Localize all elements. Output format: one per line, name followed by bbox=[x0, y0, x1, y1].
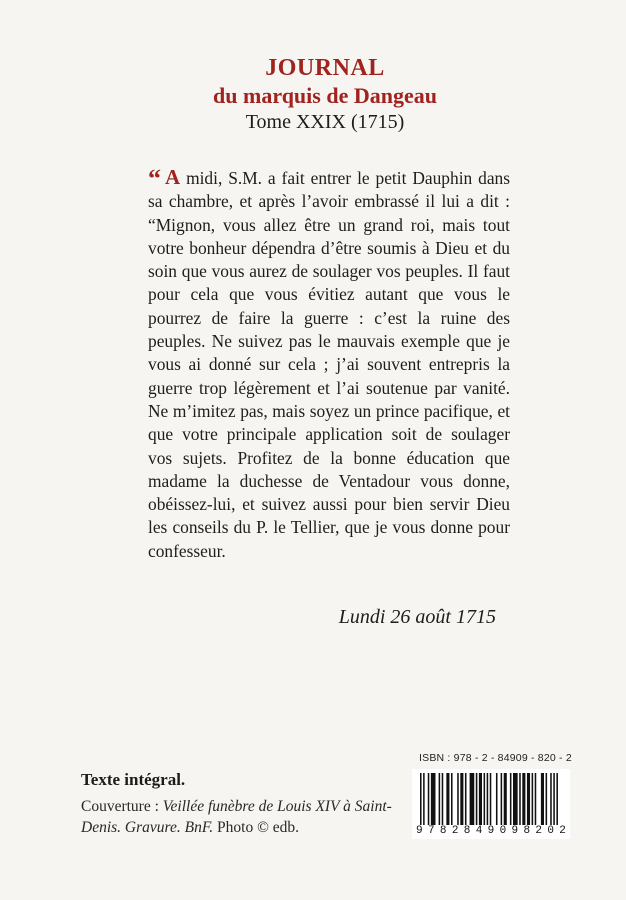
barcode-bar bbox=[423, 773, 425, 825]
book-title: JOURNAL bbox=[265, 55, 385, 81]
barcode-digit: 2 bbox=[535, 825, 542, 837]
barcode-bar bbox=[487, 773, 489, 825]
barcode-digits bbox=[412, 825, 570, 837]
barcode-bar bbox=[442, 773, 444, 825]
barcode-bar bbox=[465, 773, 467, 825]
barcode-digit: 8 bbox=[439, 825, 447, 837]
cover-credit bbox=[81, 796, 411, 838]
barcode-digit: 8 bbox=[523, 825, 531, 837]
barcode-bar bbox=[470, 773, 475, 825]
quote-date: Lundi 26 août 1715 bbox=[338, 606, 496, 628]
barcode-digit: 0 bbox=[547, 825, 554, 837]
barcode-bar bbox=[428, 773, 430, 825]
quote-text: midi, S.M. a fait entrer le petit Dauphin dans sa chambre, et après l’avoir embrassé il lui a dit : “Mignon, vous allez être un grand roi, mais tout votre bonheur dépendra d’être soumis à Dieu et du soin que vous aurez de soulager vos peuples. Il faut pour cela que vous évitiez autant que vous le pourrez de faire la guerre : c’est la ruine des peuples. Ne suivez pas le mauvais exemple que je vous ai donné sur cela ; j’ai souvent entrepris la guerre trop légèrement et l’ai soutenue par vanité. Ne m’imitez pas, mais soyez un prince pacifique, et que votre principale application soit de soulager vos sujets. Profitez de la bonne éducation que madame la duchesse de Ventadour vous donne, obéissez-lui, et suivez aussi pour bien servir Dieu les conseils du P. le Tellier, que je vous donne pour confesseur. bbox=[148, 168, 510, 561]
book-volume: Tome XXIX (1715) bbox=[245, 111, 405, 133]
barcode-bar bbox=[556, 773, 558, 825]
book-subtitle: du marquis de Dangeau bbox=[213, 83, 437, 108]
barcode-digit: 4 bbox=[475, 825, 483, 837]
barcode-bar bbox=[490, 773, 492, 825]
isbn-text: ISBN : 978 - 2 - 84909 - 820 - 2 bbox=[419, 752, 572, 764]
barcode-digit: 9 bbox=[487, 825, 495, 837]
barcode-bar bbox=[476, 773, 478, 825]
barcode-bar bbox=[439, 773, 441, 825]
barcode-digit: 9 bbox=[511, 825, 519, 837]
barcode-digit: 8 bbox=[463, 825, 471, 837]
barcode-bar bbox=[431, 773, 436, 825]
barcode-bar bbox=[513, 773, 518, 825]
title-block bbox=[0, 54, 626, 134]
barcode-bar bbox=[496, 773, 498, 825]
barcode-bar bbox=[479, 773, 482, 825]
barcode-bar bbox=[546, 773, 548, 825]
barcode-digit: 0 bbox=[499, 825, 507, 837]
barcode-bar bbox=[451, 773, 453, 825]
barcode-bar bbox=[420, 773, 422, 825]
barcode-digit: 2 bbox=[559, 825, 566, 837]
barcode-bar bbox=[532, 773, 534, 825]
barcode-digit: 2 bbox=[451, 825, 459, 837]
barcode-bars-icon bbox=[412, 769, 570, 827]
barcode-bar bbox=[550, 773, 552, 825]
barcode-bar bbox=[501, 773, 503, 825]
barcode-bar bbox=[460, 773, 463, 825]
barcode-bar bbox=[535, 773, 537, 825]
cover-credit-title: Veillée funèbre de Louis XIV à Saint-Denis. Gravure. BnF. bbox=[81, 798, 392, 836]
barcode-digit: 7 bbox=[427, 825, 435, 837]
footer-label: Texte intégral. bbox=[81, 770, 186, 789]
barcode-bar bbox=[527, 773, 530, 825]
barcode-bar bbox=[541, 773, 544, 825]
barcode-bar bbox=[522, 773, 525, 825]
footer-block bbox=[81, 770, 411, 838]
barcode-bar bbox=[504, 773, 507, 825]
barcode-bar bbox=[457, 773, 459, 825]
barcode-bar bbox=[510, 773, 512, 825]
barcode-bar bbox=[553, 773, 555, 825]
quote-paragraph bbox=[148, 163, 510, 563]
quote-dropcap: A bbox=[165, 165, 181, 189]
barcode-bar bbox=[519, 773, 521, 825]
cover-credit-prefix: Couverture : bbox=[81, 798, 163, 815]
barcode-bar bbox=[446, 773, 449, 825]
barcode-digit: 9 bbox=[416, 825, 423, 837]
cover-credit-suffix: Photo © edb. bbox=[213, 819, 300, 836]
quote-mark-icon: “ bbox=[148, 164, 161, 193]
barcode-bar bbox=[484, 773, 486, 825]
barcode bbox=[412, 769, 570, 839]
